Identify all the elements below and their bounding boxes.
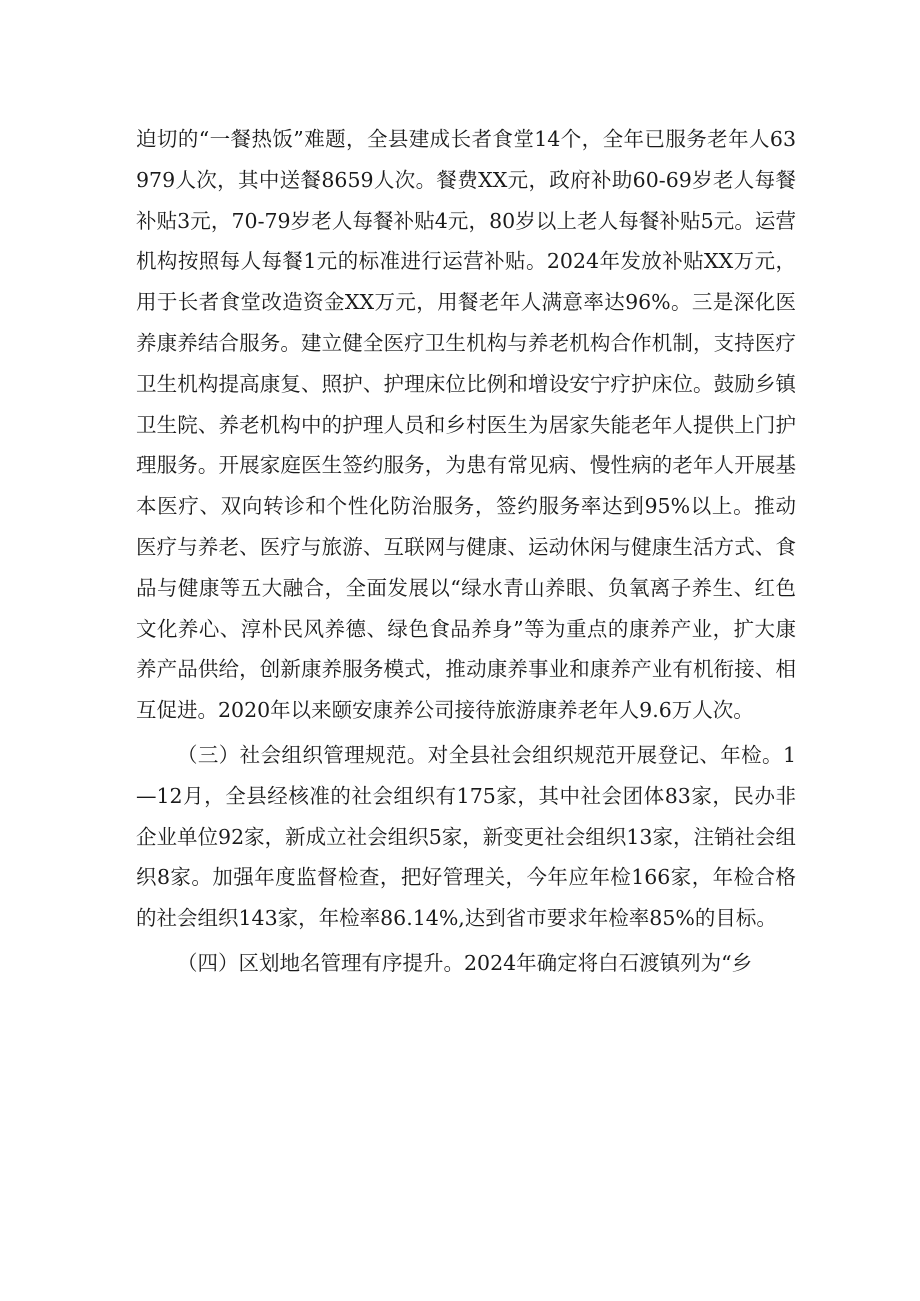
paragraph-elderly-care: 迫切的“一餐热饭”难题，全县建成长者食堂14个，全年已服务老年人63979人次，其中送餐8659人次。餐费XX元，政府补助60-69岁老人每餐补贴3元，70-79岁老人每餐补贴4元，80岁以上老人每餐补贴5元。运营机构按照每人每餐1元的标准进行运营补贴。2024年发放补贴XX万元，用于长者食堂改造资金XX万元，用餐老年人满意率达96%。三是深化医养康养结合服务。建立健全医疗卫生机构与养老机构合作机制，支持医疗卫生机构提高康复、照护、护理床位比例和增设安宁疗护床位。鼓励乡镇卫生院、养老机构中的护理人员和乡村医生为居家失能老年人提供上门护理服务。开展家庭医生签约服务，为患有常见病、慢性病的老年人开展基本医疗、双向转诊和个性化防治服务，签约服务率达到95%以上。推动医疗与养老、医疗与旅游、互联网与健康、运动休闲与健康生活方式、食品与健康等五大融合，全面发展以“绿水青山养眼、负氧离子养生、红色文化养心、淳朴民风养德、绿色食品养身”等为重点的康养产业，扩大康养产品供给，创新康养服务模式，推动康养事业和康养产业有机衔接、相互促进。2020年以来颐安康养公司接待旅游康养老年人9.6万人次。	[136, 127, 796, 723]
paragraph-social-organizations: （三）社会组织管理规范。对全县社会组织规范开展登记、年检。1—12月，全县经核准的社会组织有175家，其中社会团体83家，民办非企业单位92家，新成立社会组织5家，新变更社会组织13家，注销社会组织8家。加强年度监督检查，把好管理关，今年应年检166家，年检合格的社会组织143家，年检率86.14%,达到省市要求年检率85%的目标。	[136, 742, 796, 931]
document-body	[136, 119, 796, 988]
paragraph-place-names: （四）区划地名管理有序提升。2024年确定将白石渡镇列为“乡	[177, 950, 753, 975]
